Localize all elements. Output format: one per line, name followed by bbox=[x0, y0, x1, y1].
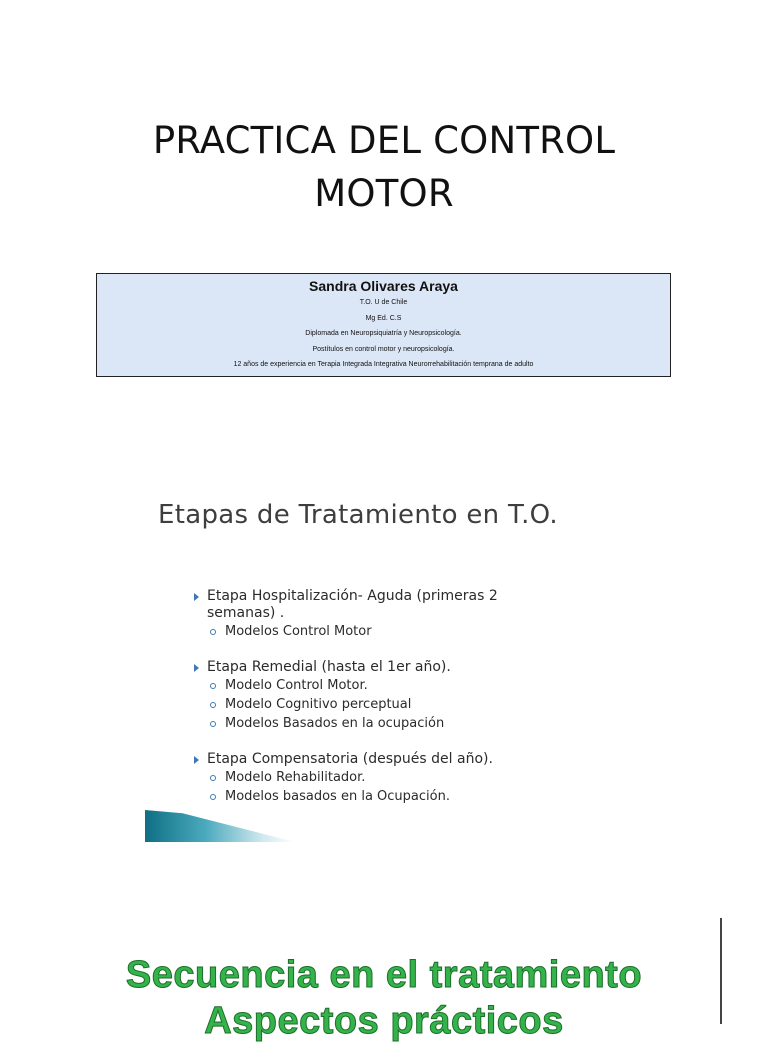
stage-sub-item bbox=[192, 695, 572, 714]
stage-sub-item bbox=[192, 787, 572, 806]
section-heading-line-2: Aspectos prácticos bbox=[204, 1000, 564, 1042]
circle-icon bbox=[210, 683, 216, 689]
credential-line: Postítulos en control motor y neuropsicología. bbox=[312, 345, 455, 353]
stage-item bbox=[192, 588, 572, 641]
page-title-line-2: MOTOR bbox=[314, 172, 454, 215]
stage-sub-item bbox=[192, 622, 572, 641]
triangle-right-icon bbox=[194, 593, 199, 601]
section-heading bbox=[0, 952, 768, 1044]
sub-item-label: Modelo Cognitivo perceptual bbox=[225, 697, 412, 712]
stage-sub-item bbox=[192, 768, 572, 787]
circle-icon bbox=[210, 629, 216, 635]
stage-label: Etapa Compensatoria (después del año). bbox=[207, 751, 493, 767]
triangle-right-icon bbox=[194, 756, 199, 764]
credential-line: Diplomada en Neuropsiquiatría y Neuropsicología. bbox=[305, 330, 462, 337]
credential-line: 12 años de experiencia en Terapia Integrada Integrativa Neurorrehabilitación temprana de adulto bbox=[233, 361, 534, 368]
slide-title: Etapas de Tratamiento en T.O. bbox=[158, 500, 558, 530]
stage-label: Etapa Remedial (hasta el 1er año). bbox=[207, 659, 451, 675]
sub-item-label: Modelos Basados en la ocupación bbox=[225, 716, 445, 731]
author-info-box bbox=[96, 273, 671, 377]
sub-item-label: Modelos Control Motor bbox=[225, 624, 372, 639]
stage-label-continued: semanas) . bbox=[207, 605, 285, 621]
stage-item bbox=[192, 659, 572, 733]
stage-sub-item bbox=[192, 714, 572, 733]
credential-line: T.O. U de Chile bbox=[359, 299, 408, 306]
sub-item-label: Modelo Control Motor. bbox=[225, 678, 368, 693]
credential-line: Mg Ed. C.S bbox=[365, 314, 402, 322]
circle-icon bbox=[210, 702, 216, 708]
stage-label: Etapa Hospitalización- Aguda (primeras 2 bbox=[207, 588, 498, 604]
circle-icon bbox=[210, 794, 216, 800]
triangle-right-icon bbox=[194, 664, 199, 672]
sub-item-label: Modelos basados en la Ocupación. bbox=[225, 789, 450, 804]
page-title bbox=[0, 114, 768, 220]
page-title-line-1: PRACTICA DEL CONTROL bbox=[152, 119, 616, 162]
section-heading-line-1: Secuencia en el tratamiento bbox=[125, 954, 643, 996]
stage-item bbox=[192, 751, 572, 806]
author-name: Sandra Olivares Araya bbox=[309, 278, 458, 294]
stage-list bbox=[192, 588, 572, 824]
circle-icon bbox=[210, 721, 216, 727]
stage-sub-item bbox=[192, 676, 572, 695]
vertical-divider bbox=[720, 918, 722, 1024]
sub-item-label: Modelo Rehabilitador. bbox=[225, 770, 366, 785]
circle-icon bbox=[210, 775, 216, 781]
